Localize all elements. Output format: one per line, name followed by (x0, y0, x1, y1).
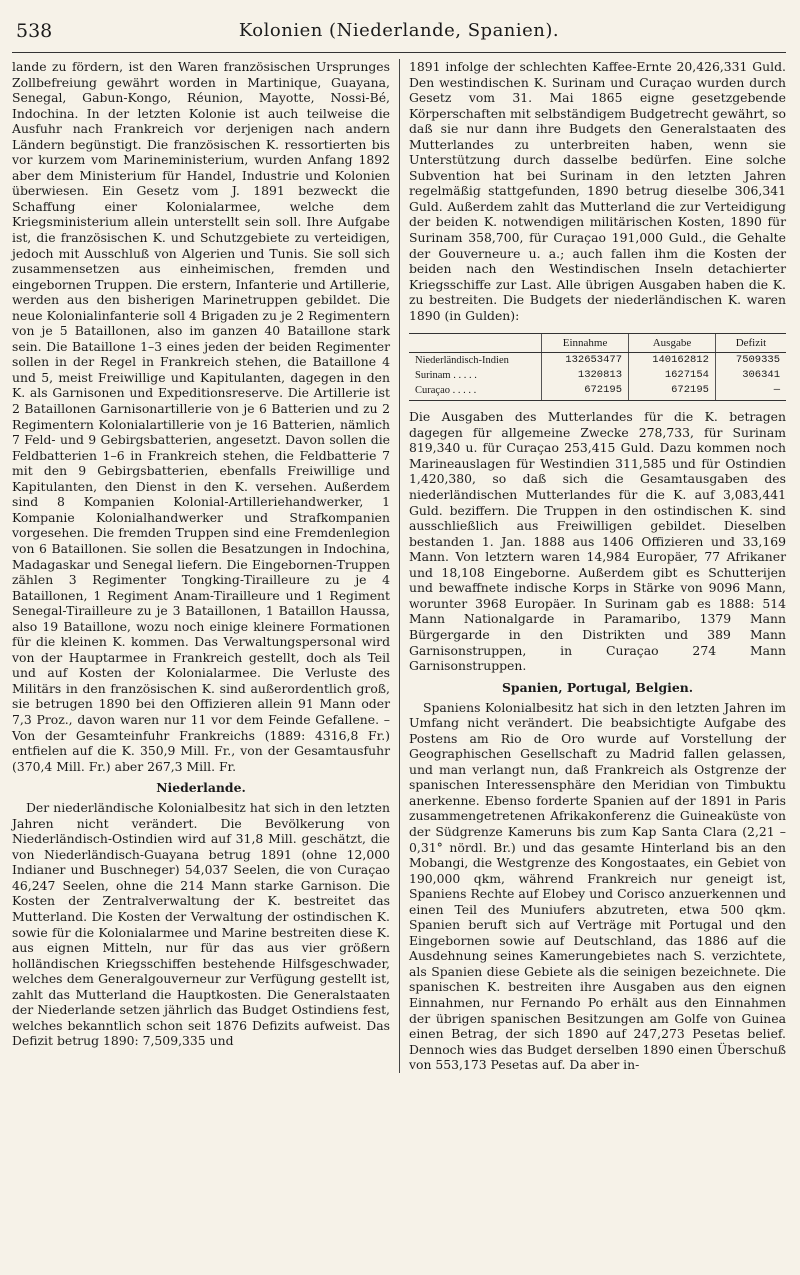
table-row-label: Curaçao . . . . . (409, 383, 542, 401)
paragraph-dutch-colonies: Der niederländische Kolonialbesitz hat sich in den letzten Jahren nicht verändert. Die Bevölkerung von Niederländisch-Ostindien wird auf 31,8 Mill. geschätzt, die von Niederländisch-Guayana betrug 1891 (ohne 12,000 Indianer und Buschneger) 54,037 Seelen, die von Curaçao 46,247 Seelen, ohne die 214 Mann starke Garnison. Die Kosten der Zentralverwaltung der K. bestreitet das Mutterland. Die Kosten der Verwaltung der ostindischen K. sowie für die Kolonialarmee und Marine bestreiten diese K. aus eignen Mitteln, nur für das aus vier größern holländischen Kriegsschiffen bestehende Hilfsgeschwader, welches dem Generalgouverneur zur Verfügung gestellt ist, zahlt das Mutterland die Hauptkosten. Die Generalstaaten der Niederlande setzen jährlich das Budget Ostindiens fest, welches bekanntlich schon seit 1876 Defizits aufweist. Das Defizit betrug 1890: 7,509,335 und (12, 800, 390, 1049)
table-row (409, 353, 786, 369)
table-row-label: Surinam . . . . . (415, 370, 477, 382)
table-cell: — (715, 383, 786, 401)
table-header-cell (409, 334, 542, 353)
table-cell: 132653477 (542, 353, 629, 369)
table-header-cell: Einnahme (542, 334, 629, 353)
table-cell: 1320813 (542, 368, 629, 383)
table-header-row (409, 334, 786, 353)
paragraph-dutch-budgets: 1891 infolge der schlechten Kaffee-Ernte 20,426,331 Guld. Den westindischen K. Surinam und Curaçao wurden durch Gesetz vom 31. Mai 1865 eigne gesetzgebende Körperschaften mit selbständigem Budgetrecht gewährt, so daß sie nur dann ihre Budgets den Generalstaaten des Mutterlandes zu unterbreiten haben, wenn sie Unterstützung durch dasselbe bedürfen. Eine solche Subvention hat bei Surinam in den letzten Jahren regelmäßig stattgefunden, 1890 betrug dieselbe 306,341 Guld. Außerdem zahlt das Mutterland die zur Verteidigung der beiden K. notwendigen militärischen Kosten, 1890 für Surinam 358,700, für Curaçao 191,000 Guld., die Gehalte der Gouverneure u. a.; auch fallen ihm die Kosten der beiden nach den Westindischen Inseln detachierter Kriegsschiffe zur Last. Alle übrigen Ausgaben haben die K. zu bestreiten. Die Budgets der niederländischen K. waren 1890 (in Gulden): (409, 59, 786, 323)
right-column (399, 59, 786, 1073)
table-row (409, 368, 786, 383)
page-number: 538 (16, 20, 53, 42)
paragraph-dutch-expenses: Die Ausgaben des Mutterlandes für die K. betragen dagegen für allgemeine Zwecke 278,733, für Surinam 819,340 u. für Curaçao 253,415 Guld. Dazu kommen noch Marineauslagen für Westindien 311,585 und für Ostindien 1,420,380, so daß sich die Gesamtausgaben des niederländischen Mutterlandes für die K. auf 3,083,441 Guld. beziffern. Die Truppen in den ostindischen K. sind ausschließlich aus Freiwilligen gebildet. Dieselben bestanden 1. Jan. 1888 aus 1406 Offizieren und 33,169 Mann. Von letztern waren 14,984 Europäer, 77 Afrikaner und 18,108 Eingeborne. Außerdem gibt es Schutterijen und bewaffnete indische Korps in Stärke von 9096 Mann, worunter 3968 Europäer. In Surinam gab es 1888: 514 Mann Nationalgarde in Paramaribo, 1379 Mann Bürgergarde in den Distrikten und 389 Mann Garnisonstruppen, in Curaçao 274 Mann Garnisonstruppen. (409, 409, 786, 674)
table-cell: 306341 (715, 368, 786, 383)
budget-table (409, 333, 786, 401)
table-header-cell: Defizit (715, 334, 786, 353)
running-head: Kolonien (Niederlande, Spanien). (238, 20, 560, 41)
section-heading-niederlande: Niederlande. (156, 780, 246, 796)
table-row (409, 383, 786, 401)
table-cell: 140162812 (629, 353, 716, 369)
table-header-cell: Ausgabe (629, 334, 716, 353)
table-row-label: Niederländisch-Indien (415, 355, 509, 367)
text-columns (12, 59, 786, 1073)
page-header (12, 12, 786, 53)
table-cell: 672195 (629, 383, 716, 401)
paragraph-spanish-colonies: Spaniens Kolonialbesitz hat sich in den letzten Jahren im Umfang nicht verändert. Die beabsichtigte Aufgabe des Postens am Rio de Oro wurde auf Vorstellung der Geographischen Gesellschaft zu Madrid fallen gelassen, und man verlangt nun, daß Frankreich als Ostgrenze der spanischen Interessensphäre den Meridian von Timbuktu anerkenne. Ebenso forderte Spanien auf der 1891 in Paris zusammengetretenen Afrikakonferenz die Guineaküste von der Südgrenze Kameruns bis zum Kap Santa Clara (2,21 – 0,31° nördl. Br.) und das gesamte Hinterland bis an den Mobangi, die Westgrenze des Kongostaates, ein Gebiet von 190,000 qkm, während Frankreich nur geneigt ist, Spaniens Rechte auf Elobey und Corisco anzuerkennen und einen Teil des Muniufers abzutreten, etwa 500 qkm. Spanien beruft sich auf Verträge mit Portugal und den Eingebornen sowie auf Deutschland, das 1886 auf die Ausdehnung seines Kamerungebietes nach S. verzichtete, als Spanien diese Gebiete als die seinigen bezeichnete. Die spanischen K. bestreiten ihre Ausgaben aus den eignen Einnahmen, nur Fernando Po erhält aus den Einnahmen der übrigen spanischen Besitzungen am Golfe von Guinea einen Betrag, der sich 1890 auf 247,273 Pesetas belief. Dennoch wies das Budget derselben 1890 einen Überschuß von 553,173 Pesetas auf. Da aber in- (409, 699, 786, 1073)
paragraph-france-colonies: lande zu fördern, ist den Waren französischen Ursprunges Zollbefreiung gewährt worden in Martinique, Guayana, Senegal, Gabun-Kongo, Réunion, Mayotte, Nossi-Bé, Indochina. In der letzten Kolonie ist auch teilweise die Ausfuhr nach Frankreich vor derjenigen nach andern Ländern begünstigt. Die französischen K. ressortierten bis vor kurzem vom Marineministerium, wurden Anfang 1892 aber dem Ministerium für Handel, Industrie und Kolonien überwiesen. Ein Gesetz vom J. 1891 bezweckt die Schaffung einer Kolonialarmee, welche dem Kriegsministerium allein unterstellt sein soll. Ihre Aufgabe ist, die französischen K. und Schutzgebiete zu verteidigen, jedoch mit Ausschluß von Algerien und Tunis. Sie soll sich zusammensetzen aus einheimischen, fremden und eingebornen Truppen. Die erstern, Infanterie und Artillerie, werden aus den bisherigen Marinetruppen gebildet. Die neue Kolonialinfanterie soll 4 Brigaden zu je 2 Regimentern von je 5 Bataillonen, also im ganzen 40 Bataillone stark sein. Die Bataillone 1–3 eines jeden der beiden Regimenter sollen in der Regel in Frankreich stehen, die Bataillone 4 und 5, meist Freiwillige und Kapitulanten, dagegen in den K. als Garnisonen und Expeditionsreserve. Die Artillerie ist 2 Bataillonen Garnisonartillerie von je 6 Batterien und zu 2 Regimentern Kolonialartillerie von je 16 Batterien, nämlich 7 Feld- und 9 Gebirgsbatterien, angesetzt. Davon sollen die Feldbatterien 1–6 in Frankreich stehen, die Feldbatterie 7 mit den 9 Gebirgsbatterien, ebenfalls Freiwillige und Kapitulanten, den Dienst in den K. versehen. Außerdem sind 8 Kompanien Kolonial-Artilleriehandwerker, 1 Kompanie Kolonialhandwerker und Strafkompanien vorgesehen. Die fremden Truppen sind eine Fremdenlegion von 6 Bataillonen. Sie sollen die Besatzungen in Indochina, Madagaskar und Senegal liefern. Die Eingebornen-Truppen zählen 3 Regimenter Tongking-Tirailleure zu je 4 Bataillonen, 1 Regiment Anam-Tirailleure und 1 Regiment Senegal-Tirailleure zu je 3 Bataillonen, 1 Bataillon Haussa, also 19 Bataillone, wozu noch einige kleinere Formationen für die kleinen K. kommen. Das Verwaltungspersonal wird von der Hauptarmee in Frankreich gestellt, doch als Teil und auf Kosten der Kolonialarmee. Die Verluste des Militärs in den französischen K. sind außerordentlich groß, sie betrugen 1890 bei den Offizieren allein 91 Mann oder 7,3 Proz., davon waren nur 11 vor dem Feinde Gefallene. – Von der Gesamteinfuhr Frankreichs (1889: 4316,8 Fr.) entfielen auf die K. 350,9 Mill. Fr., von der Gesamtausfuhr (370,4 Mill. Fr.) aber 267,3 Mill. Fr. (12, 59, 390, 774)
table-cell: 672195 (542, 383, 629, 401)
section-heading-spanien: Spanien, Portugal, Belgien. (501, 679, 694, 695)
left-column (12, 59, 399, 1073)
table-cell: 7509335 (715, 353, 786, 369)
table-cell: 1627154 (629, 368, 716, 383)
